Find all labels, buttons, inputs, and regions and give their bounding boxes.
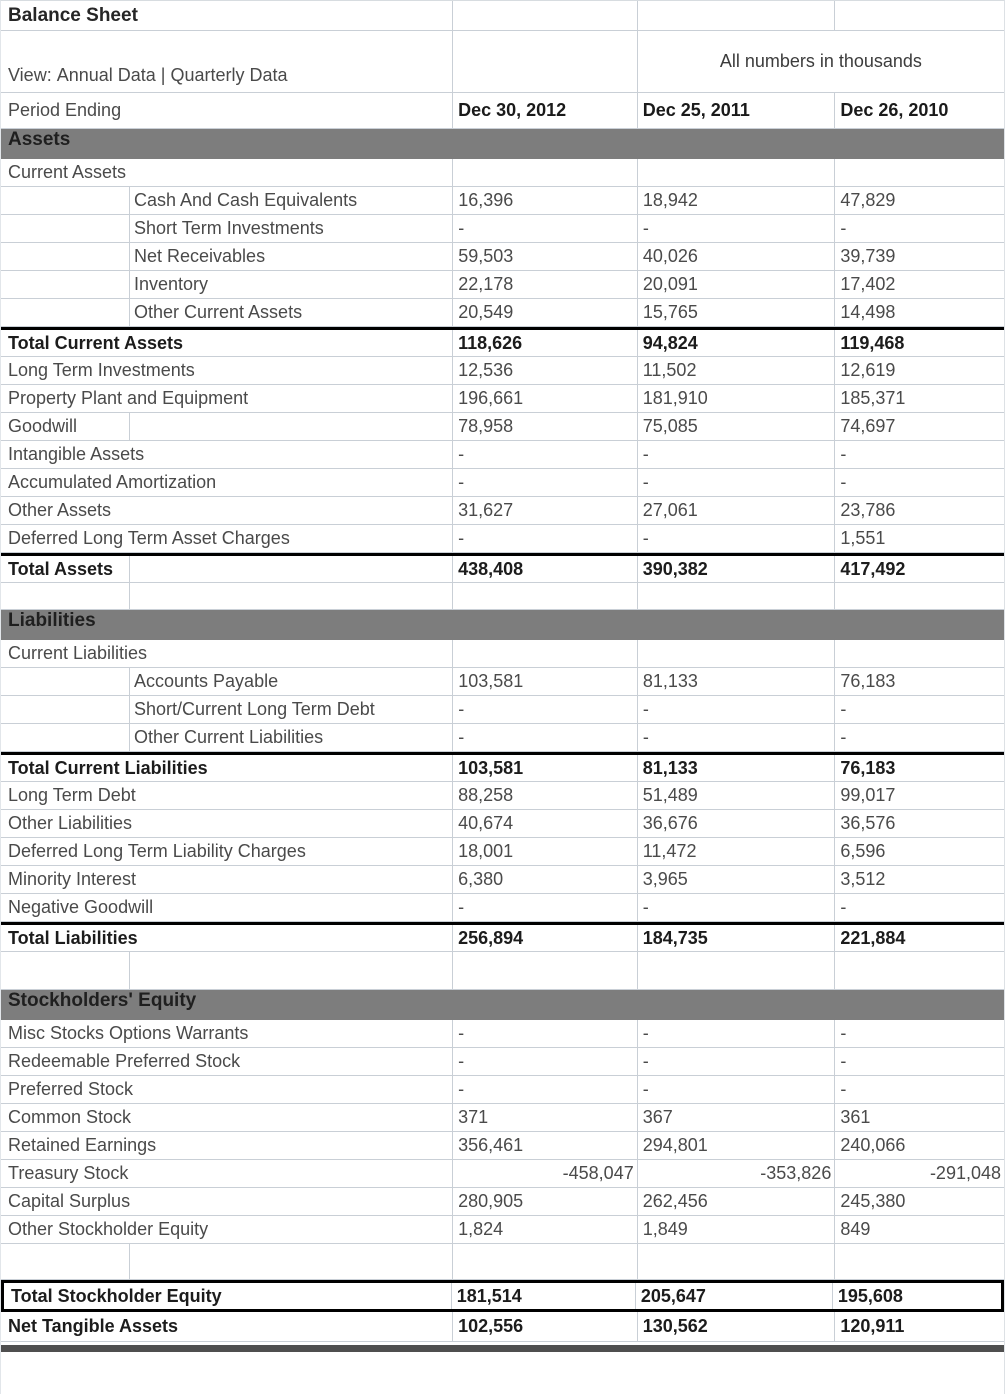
value-cell bbox=[637, 640, 835, 667]
row-label-cell bbox=[1, 838, 452, 865]
value-cell: - bbox=[834, 215, 1004, 242]
value-cell: 196,661 bbox=[452, 385, 637, 412]
row-label-cell bbox=[1, 810, 452, 837]
value-cell: 12,619 bbox=[834, 357, 1004, 384]
value-cell: 39,739 bbox=[834, 243, 1004, 270]
table-row-total-stockholder-equity bbox=[1, 1280, 1004, 1312]
value-cell bbox=[452, 640, 637, 667]
row-label-cell bbox=[1, 1076, 452, 1103]
value-cell: 76,183 bbox=[834, 668, 1004, 695]
value-cell: - bbox=[452, 441, 637, 468]
row-label-cell bbox=[1, 1160, 452, 1187]
table-row-view bbox=[1, 31, 1004, 93]
row-label-cell bbox=[1, 866, 452, 893]
empty-cell bbox=[452, 1, 637, 30]
row-label: Inventory bbox=[134, 274, 209, 294]
row-label-cell bbox=[1, 668, 452, 695]
table-row-current-liabilities bbox=[1, 640, 1004, 668]
value-cell: - bbox=[834, 441, 1004, 468]
row-label: Treasury Stock bbox=[8, 1163, 129, 1183]
subcolumn-divider bbox=[129, 271, 130, 298]
row-label-cell bbox=[1, 894, 452, 921]
subcolumn-divider bbox=[129, 1244, 130, 1279]
table-row-other-current-assets bbox=[1, 299, 1004, 327]
value-cell: 119,468 bbox=[834, 330, 1004, 356]
row-label-cell bbox=[1, 1216, 452, 1243]
row-label-cell bbox=[1, 299, 452, 326]
row-label-cell bbox=[1, 469, 452, 496]
value-cell: - bbox=[637, 696, 835, 723]
page-title: Balance Sheet bbox=[8, 4, 138, 26]
empty-cell bbox=[834, 1, 1004, 30]
value-cell: 76,183 bbox=[834, 755, 1004, 781]
value-cell: 103,581 bbox=[452, 755, 637, 781]
row-label: Long Term Debt bbox=[8, 785, 136, 805]
table-row-preferred-stock bbox=[1, 1076, 1004, 1104]
value-cell bbox=[834, 583, 1004, 609]
value-cell: - bbox=[452, 696, 637, 723]
value-cell: 20,091 bbox=[637, 271, 835, 298]
value-cell bbox=[637, 952, 835, 989]
value-cell bbox=[834, 159, 1004, 186]
value-cell: 185,371 bbox=[834, 385, 1004, 412]
value-cell: 22,178 bbox=[452, 271, 637, 298]
section-header-assets bbox=[1, 129, 1004, 159]
value-cell: 27,061 bbox=[637, 497, 835, 524]
row-label: Current Assets bbox=[8, 162, 127, 182]
value-cell: 17,402 bbox=[834, 271, 1004, 298]
row-label: Short/Current Long Term Debt bbox=[134, 699, 375, 719]
table-row-period-ending bbox=[1, 93, 1004, 129]
value-cell: - bbox=[452, 1076, 637, 1103]
table-row-other-stockholder-equity bbox=[1, 1216, 1004, 1244]
value-cell: 221,884 bbox=[834, 925, 1004, 951]
section-title: Assets bbox=[8, 129, 71, 150]
section-title: Liabilities bbox=[8, 610, 96, 631]
view-annual-data-link[interactable]: Annual Data bbox=[56, 65, 156, 85]
value-cell: 1,849 bbox=[637, 1216, 835, 1243]
row-label: Total Current Liabilities bbox=[8, 757, 208, 778]
table-row-other-current-liabilities bbox=[1, 724, 1004, 752]
empty-cell bbox=[452, 31, 637, 92]
row-label-cell bbox=[1, 925, 452, 951]
row-label: Total Current Assets bbox=[8, 332, 184, 353]
value-cell: - bbox=[452, 1020, 637, 1047]
value-cell: 1,824 bbox=[452, 1216, 637, 1243]
value-cell: 1,551 bbox=[834, 525, 1004, 552]
row-label-cell bbox=[1, 556, 452, 582]
row-label: Preferred Stock bbox=[8, 1079, 134, 1099]
value-cell: 51,489 bbox=[637, 782, 835, 809]
value-cell: 23,786 bbox=[834, 497, 1004, 524]
row-label: Goodwill bbox=[8, 416, 78, 436]
row-label: Long Term Investments bbox=[8, 360, 195, 380]
value-cell: - bbox=[637, 441, 835, 468]
value-cell: 99,017 bbox=[834, 782, 1004, 809]
value-cell bbox=[834, 1244, 1004, 1279]
value-cell: 417,492 bbox=[834, 556, 1004, 582]
value-cell bbox=[452, 952, 637, 989]
title-cell bbox=[1, 1, 452, 30]
table-row-inventory bbox=[1, 271, 1004, 299]
value-cell: 280,905 bbox=[452, 1188, 637, 1215]
table-row-other-assets bbox=[1, 497, 1004, 525]
value-cell: 20,549 bbox=[452, 299, 637, 326]
row-label-cell bbox=[1, 1104, 452, 1131]
row-label-cell bbox=[1, 1020, 452, 1047]
value-cell: 36,576 bbox=[834, 810, 1004, 837]
value-cell bbox=[637, 583, 835, 609]
period-column-header: Dec 25, 2011 bbox=[637, 93, 835, 128]
row-label-cell bbox=[1, 724, 452, 751]
row-label: Property Plant and Equipment bbox=[8, 388, 249, 408]
subcolumn-divider bbox=[129, 299, 130, 326]
subcolumn-divider bbox=[129, 583, 130, 609]
value-cell: 15,765 bbox=[637, 299, 835, 326]
table-row-accumulated-amortization bbox=[1, 469, 1004, 497]
value-cell: 118,626 bbox=[452, 330, 637, 356]
row-label: Redeemable Preferred Stock bbox=[8, 1051, 241, 1071]
table-row-total-current-assets bbox=[1, 327, 1004, 357]
view-quarterly-data-link[interactable]: Quarterly Data bbox=[170, 65, 288, 85]
table-row-blank bbox=[1, 1244, 1004, 1280]
value-cell: - bbox=[834, 894, 1004, 921]
row-label-cell bbox=[1, 782, 452, 809]
section-header-stockholders-equity bbox=[1, 990, 1004, 1020]
row-label: Minority Interest bbox=[8, 869, 137, 889]
row-label: Short Term Investments bbox=[134, 218, 324, 238]
table-row-intangible-assets bbox=[1, 441, 1004, 469]
value-cell bbox=[637, 1244, 835, 1279]
value-cell: - bbox=[834, 1048, 1004, 1075]
table-row-short-term-investments bbox=[1, 215, 1004, 243]
value-cell: - bbox=[637, 469, 835, 496]
table-row-misc-stocks-options-warrants bbox=[1, 1020, 1004, 1048]
table-row-treasury-stock bbox=[1, 1160, 1004, 1188]
row-label: Current Liabilities bbox=[8, 643, 148, 663]
value-cell: 6,596 bbox=[834, 838, 1004, 865]
value-cell: -353,826 bbox=[637, 1160, 835, 1187]
row-label-cell bbox=[4, 1283, 451, 1309]
value-cell: 390,382 bbox=[637, 556, 835, 582]
value-cell: - bbox=[452, 215, 637, 242]
value-cell: 11,502 bbox=[637, 357, 835, 384]
table-row-goodwill bbox=[1, 413, 1004, 441]
value-cell: 256,894 bbox=[452, 925, 637, 951]
value-cell: 205,647 bbox=[635, 1283, 832, 1309]
value-cell: 371 bbox=[452, 1104, 637, 1131]
value-cell: 40,674 bbox=[452, 810, 637, 837]
value-cell: - bbox=[834, 469, 1004, 496]
view-switcher bbox=[1, 31, 452, 92]
table-row-retained-earnings bbox=[1, 1132, 1004, 1160]
table-row-capital-surplus bbox=[1, 1188, 1004, 1216]
units-note: All numbers in thousands bbox=[637, 31, 1004, 92]
row-label-cell bbox=[1, 583, 452, 609]
table-body bbox=[1, 129, 1004, 1342]
table-row-current-assets bbox=[1, 159, 1004, 187]
subcolumn-divider bbox=[129, 952, 130, 989]
bottom-border-bar bbox=[1, 1345, 1004, 1352]
value-cell: - bbox=[834, 724, 1004, 751]
value-cell: - bbox=[637, 215, 835, 242]
table-row-blank bbox=[1, 952, 1004, 990]
value-cell: 181,910 bbox=[637, 385, 835, 412]
value-cell: 245,380 bbox=[834, 1188, 1004, 1215]
table-row-total-current-liabilities bbox=[1, 752, 1004, 782]
row-label: Accumulated Amortization bbox=[8, 472, 217, 492]
row-label-cell bbox=[1, 1188, 452, 1215]
subcolumn-divider bbox=[129, 215, 130, 242]
table-row-short-current-long-term-debt bbox=[1, 696, 1004, 724]
view-label: View: bbox=[8, 65, 52, 85]
value-cell: 195,608 bbox=[832, 1283, 1001, 1309]
row-label: Net Receivables bbox=[134, 246, 266, 266]
value-cell bbox=[452, 1244, 637, 1279]
value-cell: - bbox=[637, 894, 835, 921]
subcolumn-divider bbox=[129, 556, 130, 582]
value-cell: 36,676 bbox=[637, 810, 835, 837]
value-cell: 74,697 bbox=[834, 413, 1004, 440]
period-column-header: Dec 26, 2010 bbox=[834, 93, 1004, 128]
value-cell: -291,048 bbox=[834, 1160, 1004, 1187]
row-label-cell bbox=[1, 1048, 452, 1075]
table-row-blank bbox=[1, 583, 1004, 610]
value-cell: - bbox=[452, 1048, 637, 1075]
table-row-deferred-long-term-liability-charges bbox=[1, 838, 1004, 866]
row-label: Net Tangible Assets bbox=[8, 1316, 179, 1336]
row-label: Accounts Payable bbox=[134, 671, 279, 691]
value-cell: 367 bbox=[637, 1104, 835, 1131]
row-label-cell bbox=[1, 385, 452, 412]
value-cell: 102,556 bbox=[452, 1312, 637, 1341]
value-cell: - bbox=[637, 1076, 835, 1103]
row-label: Misc Stocks Options Warrants bbox=[8, 1023, 249, 1043]
value-cell: 18,001 bbox=[452, 838, 637, 865]
value-cell: - bbox=[452, 469, 637, 496]
row-label-cell bbox=[1, 952, 452, 989]
value-cell: 3,965 bbox=[637, 866, 835, 893]
row-label: Cash And Cash Equivalents bbox=[134, 190, 358, 210]
row-label: Other Liabilities bbox=[8, 813, 133, 833]
value-cell: 14,498 bbox=[834, 299, 1004, 326]
table-row-long-term-debt bbox=[1, 782, 1004, 810]
row-label: Intangible Assets bbox=[8, 444, 145, 464]
value-cell: 12,536 bbox=[452, 357, 637, 384]
value-cell: 59,503 bbox=[452, 243, 637, 270]
value-cell: - bbox=[452, 724, 637, 751]
table-row-deferred-long-term-asset-charges bbox=[1, 525, 1004, 553]
value-cell: 18,942 bbox=[637, 187, 835, 214]
value-cell: 120,911 bbox=[834, 1312, 1004, 1341]
value-cell: 240,066 bbox=[834, 1132, 1004, 1159]
value-cell bbox=[834, 640, 1004, 667]
value-cell: 849 bbox=[834, 1216, 1004, 1243]
value-cell: 47,829 bbox=[834, 187, 1004, 214]
row-label: Deferred Long Term Liability Charges bbox=[8, 841, 306, 861]
value-cell: 3,512 bbox=[834, 866, 1004, 893]
row-label-cell bbox=[1, 1312, 452, 1341]
row-label: Deferred Long Term Asset Charges bbox=[8, 528, 290, 548]
table-row-property-plant-and-equipment bbox=[1, 385, 1004, 413]
row-label-cell bbox=[1, 357, 452, 384]
table-row-total-liabilities bbox=[1, 922, 1004, 952]
row-label-cell bbox=[1, 187, 452, 214]
table-row-cash-and-cash-equivalents bbox=[1, 187, 1004, 215]
table-row-other-liabilities bbox=[1, 810, 1004, 838]
value-cell: 16,396 bbox=[452, 187, 637, 214]
row-label-cell bbox=[1, 1132, 452, 1159]
value-cell bbox=[834, 952, 1004, 989]
value-cell: 88,258 bbox=[452, 782, 637, 809]
section-title: Stockholders' Equity bbox=[8, 990, 197, 1011]
value-cell: 31,627 bbox=[452, 497, 637, 524]
row-label: Total Liabilities bbox=[8, 927, 138, 948]
value-cell: 81,133 bbox=[637, 755, 835, 781]
row-label: Total Stockholder Equity bbox=[11, 1285, 222, 1306]
row-label-cell bbox=[1, 1244, 452, 1279]
row-label: Other Current Liabilities bbox=[134, 727, 324, 747]
row-label: Total Assets bbox=[8, 558, 114, 579]
value-cell: 103,581 bbox=[452, 668, 637, 695]
empty-cell bbox=[637, 1, 835, 30]
value-cell: 294,801 bbox=[637, 1132, 835, 1159]
table-row-net-receivables bbox=[1, 243, 1004, 271]
row-label: Common Stock bbox=[8, 1107, 132, 1127]
value-cell: 11,472 bbox=[637, 838, 835, 865]
subcolumn-divider bbox=[129, 724, 130, 751]
row-label-cell bbox=[1, 640, 452, 667]
row-label-cell bbox=[1, 271, 452, 298]
table-row-redeemable-preferred-stock bbox=[1, 1048, 1004, 1076]
value-cell: - bbox=[637, 1048, 835, 1075]
value-cell: 361 bbox=[834, 1104, 1004, 1131]
subcolumn-divider bbox=[129, 187, 130, 214]
row-label-cell bbox=[1, 330, 452, 356]
table-row-negative-goodwill bbox=[1, 894, 1004, 922]
value-cell: - bbox=[834, 1020, 1004, 1047]
value-cell: 356,461 bbox=[452, 1132, 637, 1159]
value-cell: 262,456 bbox=[637, 1188, 835, 1215]
table-row-long-term-investments bbox=[1, 357, 1004, 385]
subcolumn-divider bbox=[129, 243, 130, 270]
value-cell: 40,026 bbox=[637, 243, 835, 270]
row-label: Retained Earnings bbox=[8, 1135, 157, 1155]
value-cell: - bbox=[452, 525, 637, 552]
value-cell: 81,133 bbox=[637, 668, 835, 695]
row-label-cell bbox=[1, 525, 452, 552]
row-label-cell bbox=[1, 755, 452, 781]
value-cell: - bbox=[637, 724, 835, 751]
row-label-cell bbox=[1, 413, 452, 440]
row-label: Other Assets bbox=[8, 500, 112, 520]
row-label: Capital Surplus bbox=[8, 1191, 131, 1211]
table-row-net-tangible-assets bbox=[1, 1312, 1004, 1342]
value-cell: 438,408 bbox=[452, 556, 637, 582]
value-cell: - bbox=[834, 1076, 1004, 1103]
row-label: Other Stockholder Equity bbox=[8, 1219, 209, 1239]
value-cell: -458,047 bbox=[452, 1160, 637, 1187]
value-cell: - bbox=[452, 894, 637, 921]
table-row-title bbox=[1, 1, 1004, 31]
value-cell: - bbox=[637, 1020, 835, 1047]
value-cell: 75,085 bbox=[637, 413, 835, 440]
subcolumn-divider bbox=[129, 413, 130, 440]
period-ending-label: Period Ending bbox=[8, 100, 122, 120]
value-cell: - bbox=[834, 696, 1004, 723]
row-label: Other Current Assets bbox=[134, 302, 303, 322]
row-label-cell bbox=[1, 215, 452, 242]
subcolumn-divider bbox=[129, 668, 130, 695]
row-label: Negative Goodwill bbox=[8, 897, 154, 917]
value-cell: 94,824 bbox=[637, 330, 835, 356]
view-separator: | bbox=[160, 65, 166, 85]
table-row-accounts-payable bbox=[1, 668, 1004, 696]
value-cell bbox=[452, 583, 637, 609]
value-cell: 6,380 bbox=[452, 866, 637, 893]
value-cell: 181,514 bbox=[451, 1283, 635, 1309]
table-row-common-stock bbox=[1, 1104, 1004, 1132]
period-column-header: Dec 30, 2012 bbox=[452, 93, 637, 128]
value-cell: - bbox=[637, 525, 835, 552]
row-label-cell bbox=[1, 159, 452, 186]
row-label-cell bbox=[1, 497, 452, 524]
value-cell bbox=[637, 159, 835, 186]
row-label-cell bbox=[1, 696, 452, 723]
value-cell: 78,958 bbox=[452, 413, 637, 440]
row-label-cell bbox=[1, 243, 452, 270]
value-cell: 184,735 bbox=[637, 925, 835, 951]
subcolumn-divider bbox=[129, 696, 130, 723]
table-row-total-assets bbox=[1, 553, 1004, 583]
table-row-minority-interest bbox=[1, 866, 1004, 894]
section-header-liabilities bbox=[1, 610, 1004, 640]
value-cell bbox=[452, 159, 637, 186]
value-cell: 130,562 bbox=[637, 1312, 835, 1341]
row-label-cell bbox=[1, 441, 452, 468]
